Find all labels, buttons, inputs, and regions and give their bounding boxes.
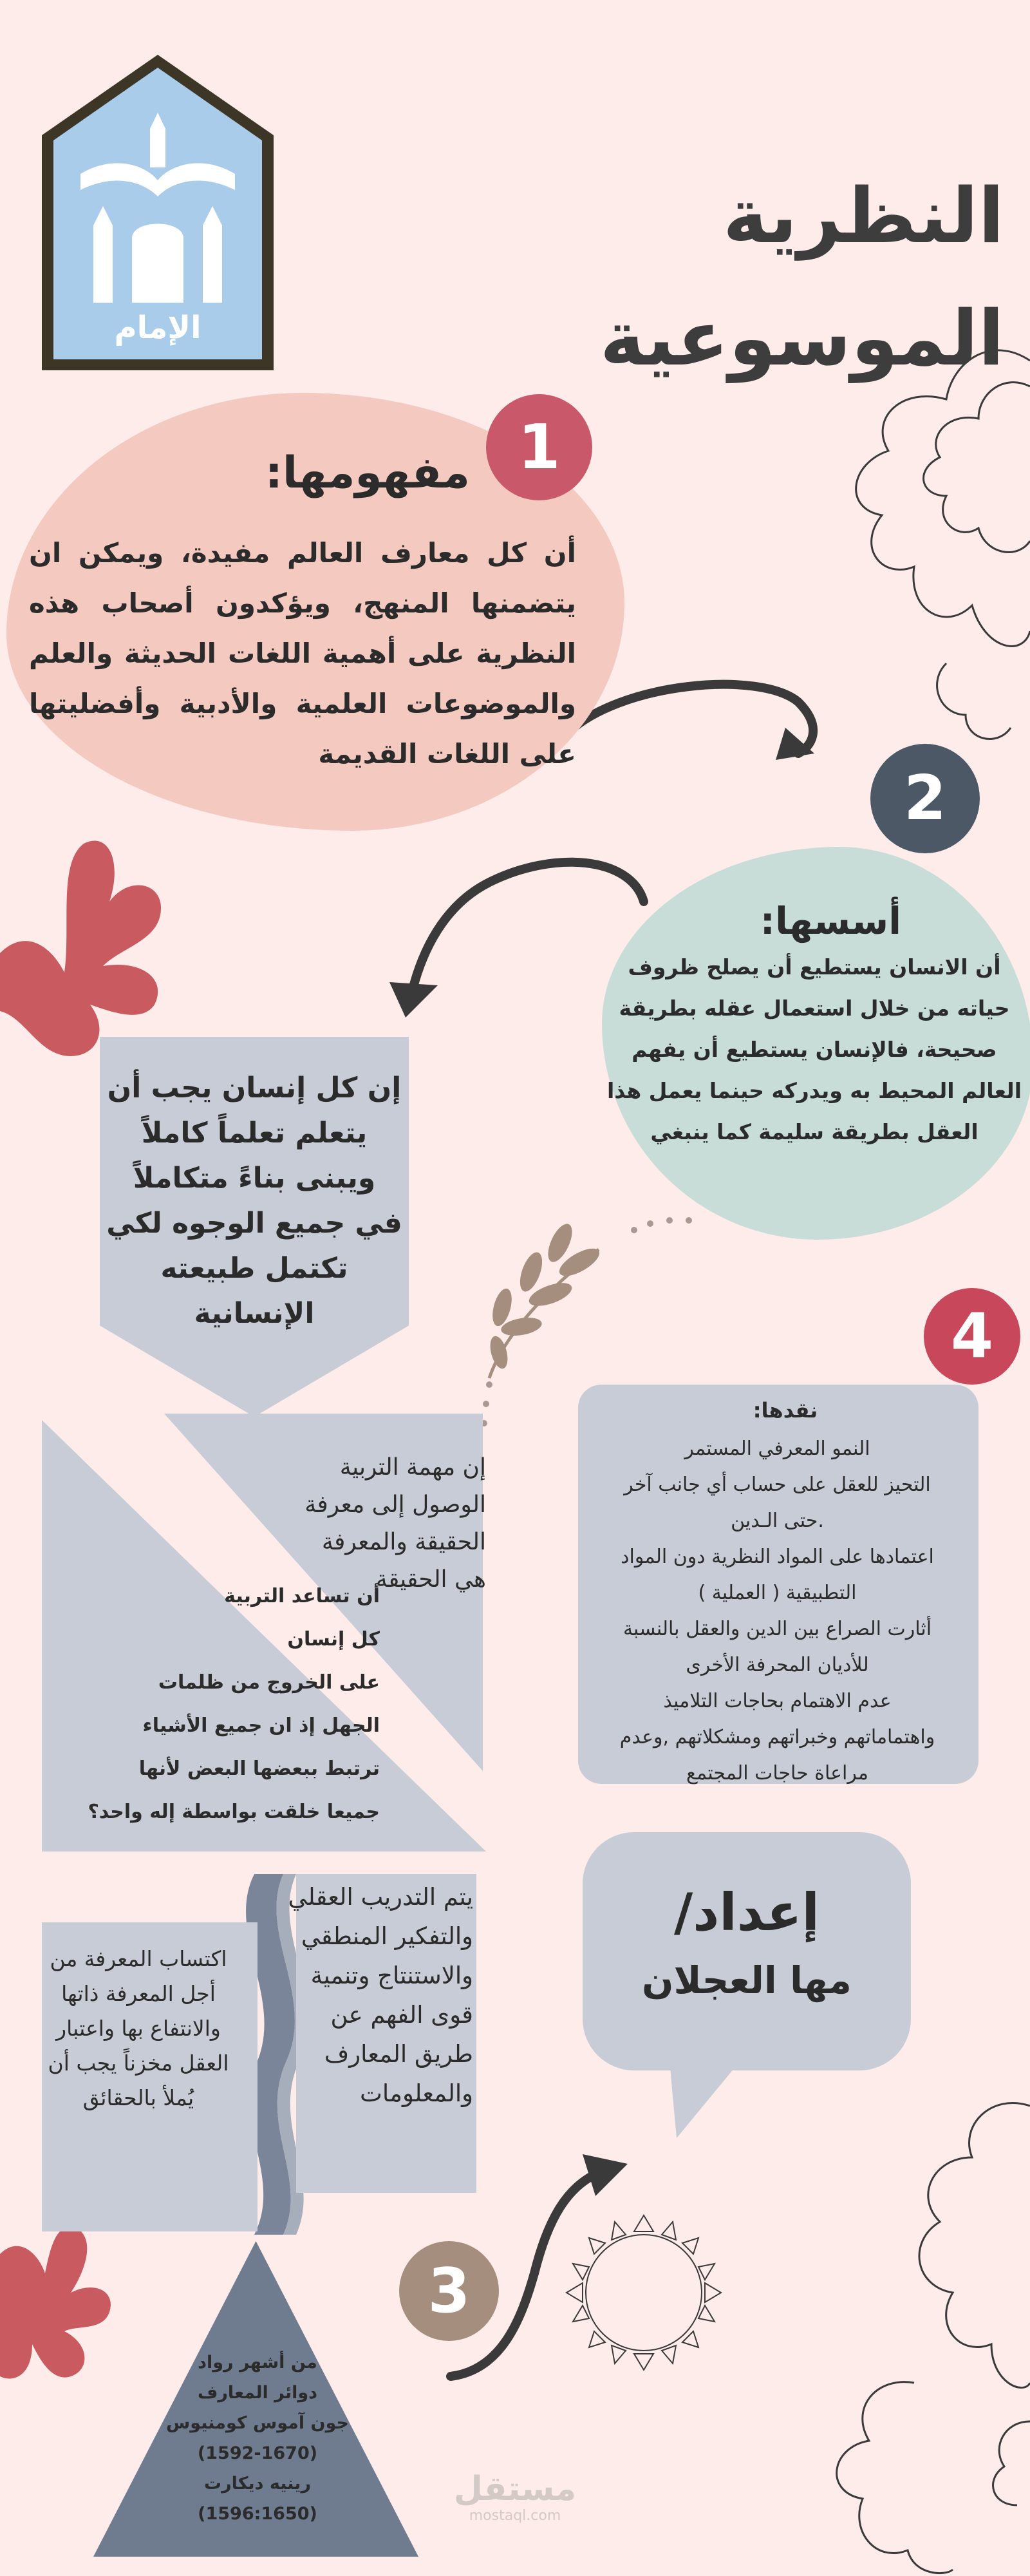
critique-line: النمو المعرفي المستمر <box>684 1437 870 1460</box>
triangle-left-line: كل إنسان <box>287 1628 380 1651</box>
author-name: مها العجلان <box>642 1958 852 2002</box>
university-logo <box>35 52 280 374</box>
leaf-branch <box>487 1220 604 1378</box>
pioneers-line: رينيه ديكارت <box>203 2474 311 2494</box>
pioneers-text <box>129 2347 386 2553</box>
definition-body: أن كل معارف العالم مفيدة، ويمكن ان يتضمنها المنهج، ويؤكدون أصحاب هذه النظرية على أهمية اللغات الحديثة والعلم والموضوعات العلمية والأدبية وأفضليتها على اللغات القديمة <box>29 537 576 770</box>
critique-body <box>583 1423 972 1785</box>
line-sun <box>566 2215 721 2370</box>
curtain-left-text: اكتساب المعرفة من أجل المعرفة ذاتها والانتفاع بها واعتبار العقل مخزناً يجب أن يُملأ بالحقائق <box>48 1946 229 2110</box>
step-number-3: 3 <box>399 2241 499 2341</box>
pioneers-line: (1596:1650) <box>198 2504 317 2524</box>
triangle-left-line: على الخروج من ظلمات <box>158 1671 380 1694</box>
pioneers-line: جون آموس كومنيوس <box>166 2413 349 2433</box>
page-title: النظرية الموسوعية <box>599 171 1004 383</box>
triangle-left-line: ترتبط ببعضها البعض لأنها <box>138 1757 380 1780</box>
critique-line: أثارت الصراع بين الدين والعقل بالنسبة <box>623 1618 932 1640</box>
critique-heading: نقدها: <box>753 1398 818 1423</box>
foundations-heading: أسسها: <box>760 899 901 943</box>
critique-line: عدم الاهتمام بحاجات التلاميذ <box>663 1690 892 1712</box>
critique-line: التحيز للعقل على حساب أي جانب آخر <box>624 1473 931 1496</box>
critique-line: التطبيقية ( العملية ) <box>698 1582 857 1604</box>
step-number-4: 4 <box>924 1288 1020 1385</box>
definition-heading: مفهومها: <box>265 448 470 498</box>
logo-emblem <box>35 52 280 374</box>
triangle-left-line: الجهل إذ ان جميع الأشياء <box>142 1714 380 1737</box>
red-splash-bottom-left <box>0 2227 111 2378</box>
step-number-1: 1 <box>486 394 592 500</box>
arrow-section1-to-2 <box>566 685 813 753</box>
triangle-left-text <box>45 1575 380 1845</box>
pioneers-line: دوائر المعارف <box>197 2383 317 2403</box>
red-splash-top-left <box>0 841 161 1056</box>
triangle-right-text: إن مهمة التربية الوصول إلى معرفة الحقيقة والمعرفة هي الحقيقة <box>304 1454 486 1593</box>
logo-text: الإمام <box>114 310 201 346</box>
watermark-latin: mostaql.com <box>469 2508 561 2524</box>
curtain-right-text: يتم التدريب العقلي والتفكير المنطقي والاستنتاج وتنمية قوى الفهم عن طريق المعارف والمعلومات <box>288 1883 473 2107</box>
pioneers-line: من أشهر رواد <box>198 2353 317 2372</box>
critique-line: .حتى الـدين <box>731 1510 824 1532</box>
line-flower-bottom-right <box>919 2103 1030 2387</box>
critique-line: اعتمادها على المواد النظرية دون المواد <box>621 1546 934 1568</box>
pioneers-line: (1592-1670) <box>197 2443 318 2463</box>
triangle-left-line: أن تساعد التربية <box>224 1585 380 1607</box>
critique-line: للأديان المحرفة الأخرى <box>686 1654 869 1676</box>
foundations-body: أن الانسان يستطيع أن يصلح ظروف حياته من خلال استعمال عقله بطريقة صحيحة، فالإنسان يستطيع أن يفهم العالم المحيط به ويدركه حينما يعمل هذا العقل بطريقة سليمة كما ينبغي <box>607 954 1022 1144</box>
step-number-2: 2 <box>870 744 980 853</box>
watermark-arabic: مستقل <box>453 2470 577 2508</box>
triangle-left-line: جميعا خلقت بواسطة إله واحد؟ <box>88 1801 380 1823</box>
critique-line: واهتماماتهم وخبراتهم ومشكلاتهم ,وعدم <box>619 1726 935 1748</box>
pentagon-text: إن كل إنسان يجب أن يتعلم تعلماً كاملاً ويبنى بناءً متكاملاً في جميع الوجوه لكي تكتمل طبيعته الإنسانية <box>106 1072 402 1330</box>
critique-line: مراعاة حاجات المجتمع <box>686 1762 868 1785</box>
author-label: إعداد/ <box>674 1882 819 1942</box>
